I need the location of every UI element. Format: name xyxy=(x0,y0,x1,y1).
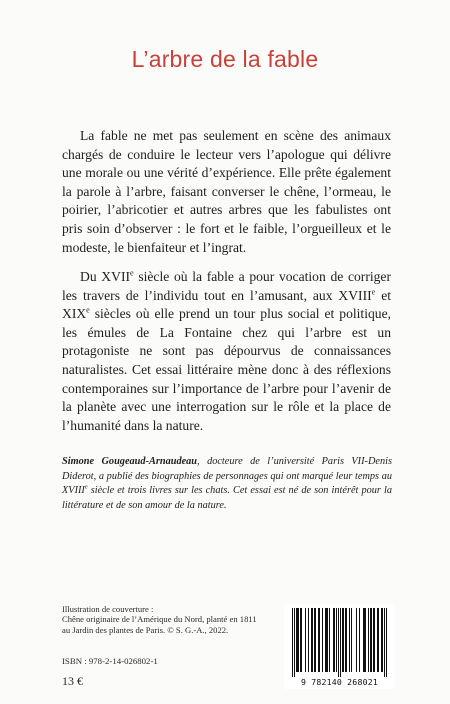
barcode-bar xyxy=(346,608,347,672)
barcode-bar xyxy=(315,608,316,672)
barcode-bar xyxy=(301,608,302,672)
description-paragraph-1 xyxy=(62,127,391,257)
barcode-bar xyxy=(386,608,387,677)
barcode-bar xyxy=(338,608,339,677)
barcode-bar xyxy=(378,608,379,672)
superscript-e: e xyxy=(371,287,376,297)
barcode-bar xyxy=(294,608,295,677)
superscript-e: e xyxy=(84,483,88,491)
barcode-bar xyxy=(343,608,344,672)
barcode-bar xyxy=(368,608,369,672)
book-title: L’arbre de la fable xyxy=(131,46,319,72)
barcode-bars xyxy=(284,604,395,678)
barcode-bar xyxy=(325,608,326,672)
author-bio xyxy=(62,455,392,513)
barcode-bar xyxy=(314,608,315,672)
barcode-bar xyxy=(371,608,372,672)
barcode-bar xyxy=(382,608,383,672)
credits-line: au Jardin des plantes de Paris. © S. G.-A., 2022. xyxy=(62,624,229,635)
barcode-bar xyxy=(363,608,364,672)
barcode-bar xyxy=(308,608,309,672)
barcode-bar xyxy=(356,608,357,672)
description-paragraph-2-text xyxy=(62,268,391,435)
barcode-digits: 9 782140 268021 xyxy=(301,677,378,687)
barcode-bar xyxy=(374,608,375,672)
barcode-bar xyxy=(298,608,299,672)
barcode-bar xyxy=(305,608,306,672)
superscript-e: e xyxy=(86,305,90,315)
barcode-bar xyxy=(364,608,365,672)
barcode-bar xyxy=(326,608,327,672)
cover-illustration-credits xyxy=(62,604,302,635)
barcode-bar xyxy=(340,608,341,677)
barcode-bar xyxy=(384,608,385,677)
barcode-bar xyxy=(349,608,350,672)
paragraph-2-part-4: siècles où elle prend un tour plus social et politique, les émules de La Fontaine chez qui l’arbre est un protagoniste ne sont pas dépourvus de connaissances naturalistes. Cet essai littéraire mène donc à des réflexions contemporaines sur l’importance de l’arbre pour l’avenir de la planète avec une interrogation sur le rôle et la place de l’humanité dans la nature. xyxy=(62,306,391,433)
superscript-e: e xyxy=(130,268,134,278)
price: 13 € xyxy=(62,674,83,688)
barcode xyxy=(284,604,395,689)
barcode-bar xyxy=(334,608,335,672)
description-paragraph-1-text: La fable ne met pas seulement en scène des animaux chargés de conduire le lecteur vers l’apologue qui délivre une morale ou une vérité d’expérience. Elle prête également la parole à l’arbre, faisant converser le chêne, l’ormeau, le poirier, l’abricotier et autres arbres que les fabulistes ont pris soin d’observer : le fort et le faible, l’orgueilleux et le modeste, le bienfaiteur et l’ingrat. xyxy=(62,128,391,255)
barcode-bar xyxy=(318,608,319,672)
barcode-bar xyxy=(311,608,312,672)
barcode-bar xyxy=(381,608,382,672)
paragraph-2-part-2: siècle où la fable a pour vocation de corriger les travers de l’individu tout en l’amusant, aux XVIII xyxy=(62,269,391,303)
paragraph-2-part-3: et XIX xyxy=(62,287,392,322)
barcode-bar xyxy=(336,608,337,672)
barcode-bar xyxy=(322,608,323,672)
barcode-bar xyxy=(342,608,343,672)
barcode-bar xyxy=(300,608,301,672)
barcode-bar xyxy=(365,608,366,672)
barcode-bar xyxy=(319,608,320,672)
barcode-bar xyxy=(296,608,297,672)
isbn: ISBN : 978-2-14-026802-1 xyxy=(62,656,158,666)
barcode-bar xyxy=(345,608,346,672)
credits-line: Chêne originaire de l’Amérique du Nord, planté en 1811 xyxy=(62,614,257,625)
barcode-bar xyxy=(351,608,352,672)
description-paragraph-2 xyxy=(62,268,391,435)
paragraph-2-part-1: Du XVII xyxy=(80,269,130,284)
barcode-bar xyxy=(373,608,374,672)
barcode-bar xyxy=(359,608,360,672)
barcode-bar xyxy=(327,608,328,672)
credits-line: Illustration de couverture : xyxy=(62,604,154,614)
barcode-bar xyxy=(312,608,313,672)
barcode-bar xyxy=(377,608,378,672)
author-bio-part-1: , docteure de l’université Paris VII-Denis Diderot, a publié des biographies de personnages qui ont marqué leur temps au XVIII xyxy=(62,456,392,497)
barcode-bar xyxy=(297,608,298,672)
barcode-bar xyxy=(333,608,334,672)
barcode-bar xyxy=(329,608,330,672)
barcode-bar xyxy=(370,608,371,672)
author-bio-part-2: siècle et trois livres sur les chats. Cet essai est né de son intérêt pour la littérature et de son amour de la nature. xyxy=(62,485,392,511)
author-name: Simone Gougeaud-Arnaudeau xyxy=(62,456,198,467)
barcode-bar xyxy=(292,608,293,677)
